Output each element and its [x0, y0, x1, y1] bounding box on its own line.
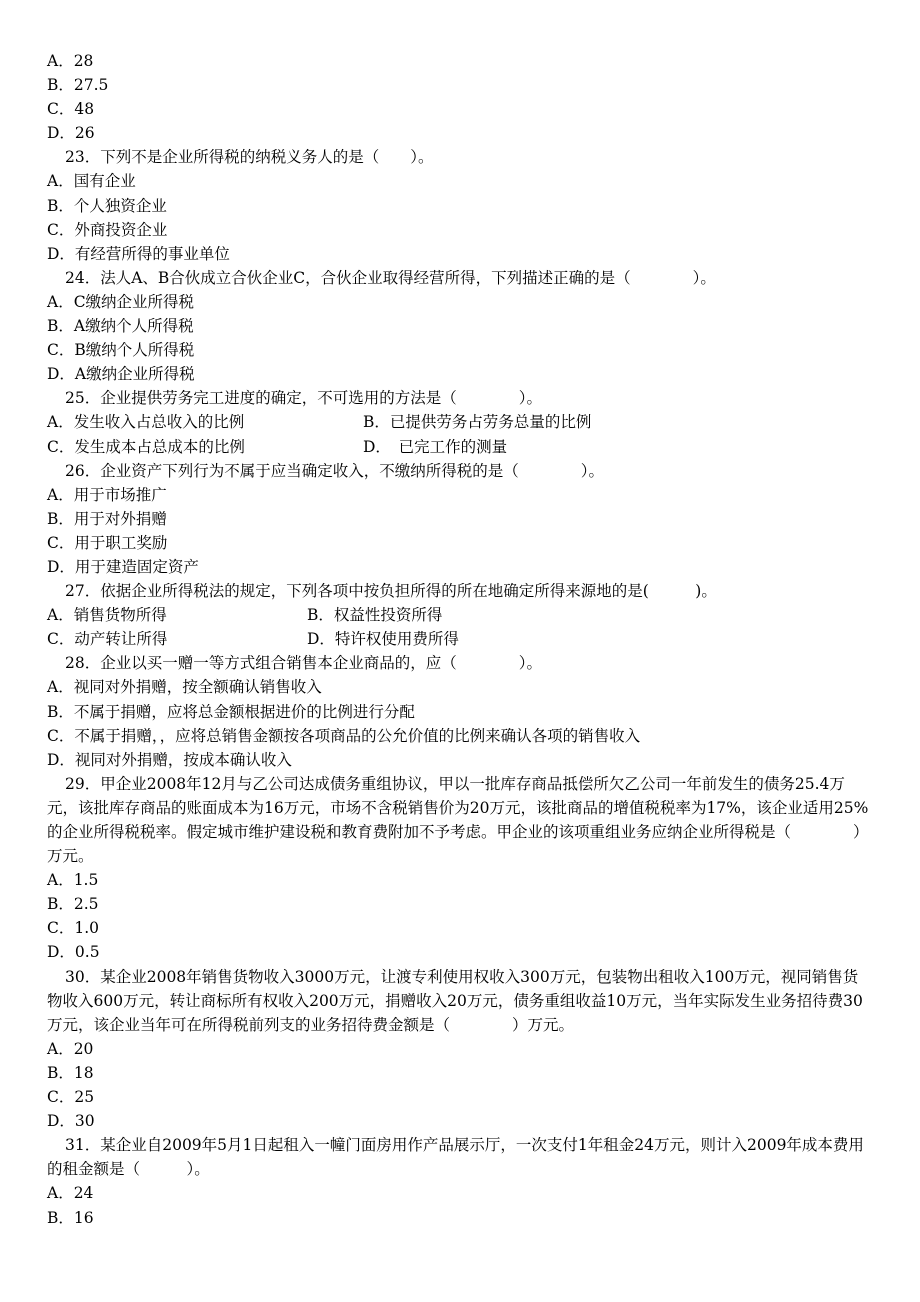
option: B．用于对外捐赠	[47, 509, 167, 528]
option: A．视同对外捐赠，按全额确认销售收入	[47, 678, 322, 697]
question-stem: 24．法人A、B合伙成立合伙企业C，合伙企业取得经营所得，下列描述正确的是（ ）。	[65, 268, 716, 287]
option: B．个人独资企业	[47, 196, 167, 215]
option: D．用于建造固定资产	[47, 557, 199, 576]
question-stem: 27．依据企业所得税法的规定，下列各项中按负担所得的所在地确定所得来源地的是( )。	[65, 582, 717, 601]
option: B．不属于捐赠，应将总金额根据进价的比例进行分配	[47, 702, 415, 721]
option: C．用于职工奖励	[47, 533, 168, 552]
option-row	[47, 627, 869, 651]
option: B．权益性投资所得	[307, 606, 443, 625]
option-row	[47, 435, 869, 459]
option-row	[47, 410, 869, 434]
option: C．1.0	[47, 919, 100, 938]
option: B．18	[47, 1063, 94, 1082]
question-stem: 25．企业提供劳务完工进度的确定，不可选用的方法是（ ）。	[65, 389, 542, 408]
option: D．A缴纳企业所得税	[47, 365, 195, 384]
option: D．视同对外捐赠，按成本确认收入	[47, 750, 292, 769]
option: D．0.5	[47, 943, 100, 962]
option: A．28	[47, 52, 94, 70]
option: C．外商投资企业	[47, 220, 168, 239]
option: C．B缴纳个人所得税	[47, 341, 195, 360]
option: B．A缴纳个人所得税	[47, 317, 194, 336]
option: B．27.5	[47, 76, 109, 95]
option-row	[47, 603, 869, 627]
option: D．有经营所得的事业单位	[47, 244, 230, 263]
option: C．48	[47, 100, 95, 119]
option: C．不属于捐赠，，应将总销售金额按各项商品的公允价值的比例来确认各项的销售收入	[47, 726, 641, 745]
option: D．特许权使用费所得	[307, 630, 459, 649]
option: A．国有企业	[47, 172, 136, 191]
option: A．1.5	[47, 871, 99, 890]
question-stem: 26．企业资产下列行为不属于应当确定收入，不缴纳所得税的是（ ）。	[65, 461, 604, 480]
question-stem: 23．下列不是企业所得税的纳税义务人的是（ ）。	[65, 148, 434, 167]
option: A．24	[47, 1184, 94, 1203]
option: C．动产转让所得	[47, 630, 168, 649]
question-stem: 28．企业以买一赠一等方式组合销售本企业商品的，应（ ）。	[65, 654, 542, 673]
question-list	[47, 49, 869, 1230]
option: A．销售货物所得	[47, 606, 167, 625]
option: B．2.5	[47, 895, 99, 914]
option: A．C缴纳企业所得税	[47, 292, 195, 311]
option: A．用于市场推广	[47, 485, 167, 504]
option: B．已提供劳务占劳务总量的比例	[363, 413, 592, 432]
question-stem: 31．某企业自2009年5月1日起租入一幢门面房用作产品展示厅，一次支付1年租金24万元，则计入2009年成本费用的租金额是（ ）。	[47, 1136, 864, 1179]
question-stem: 30．某企业2008年销售货物收入3000万元，让渡专利使用权收入300万元，包装物出租收入100万元，视同销售货物收入600万元，转让商标所有权收入200万元，捐赠收入20万元，债务重组收益10万元，当年实际发生业务招待费30万元，该企业当年可在所得税前列支的业务招待费金额是（ ）万元。	[47, 967, 863, 1034]
option: D．30	[47, 1112, 95, 1131]
option: A．20	[47, 1039, 94, 1058]
option: A．发生收入占总收入的比例	[47, 413, 245, 432]
option: C．发生成本占总成本的比例	[47, 437, 245, 456]
option: D． 已完工作的测量	[363, 437, 508, 456]
option: B．16	[47, 1208, 94, 1227]
option: C．25	[47, 1088, 95, 1107]
question-stem: 29．甲企业2008年12月与乙公司达成债务重组协议，甲以一批库存商品抵偿所欠乙公司一年前发生的债务25.4万元，该批库存商品的账面成本为16万元，市场不含税销售价为20万元，该批商品的增值税税率为17%，该企业适用25%的企业所得税税率。假定城市维护建设税和教育费附加不予考虑。甲企业的该项重组业务应纳企业所得税是（ ）万元。	[47, 774, 869, 866]
option: D．26	[47, 124, 95, 143]
